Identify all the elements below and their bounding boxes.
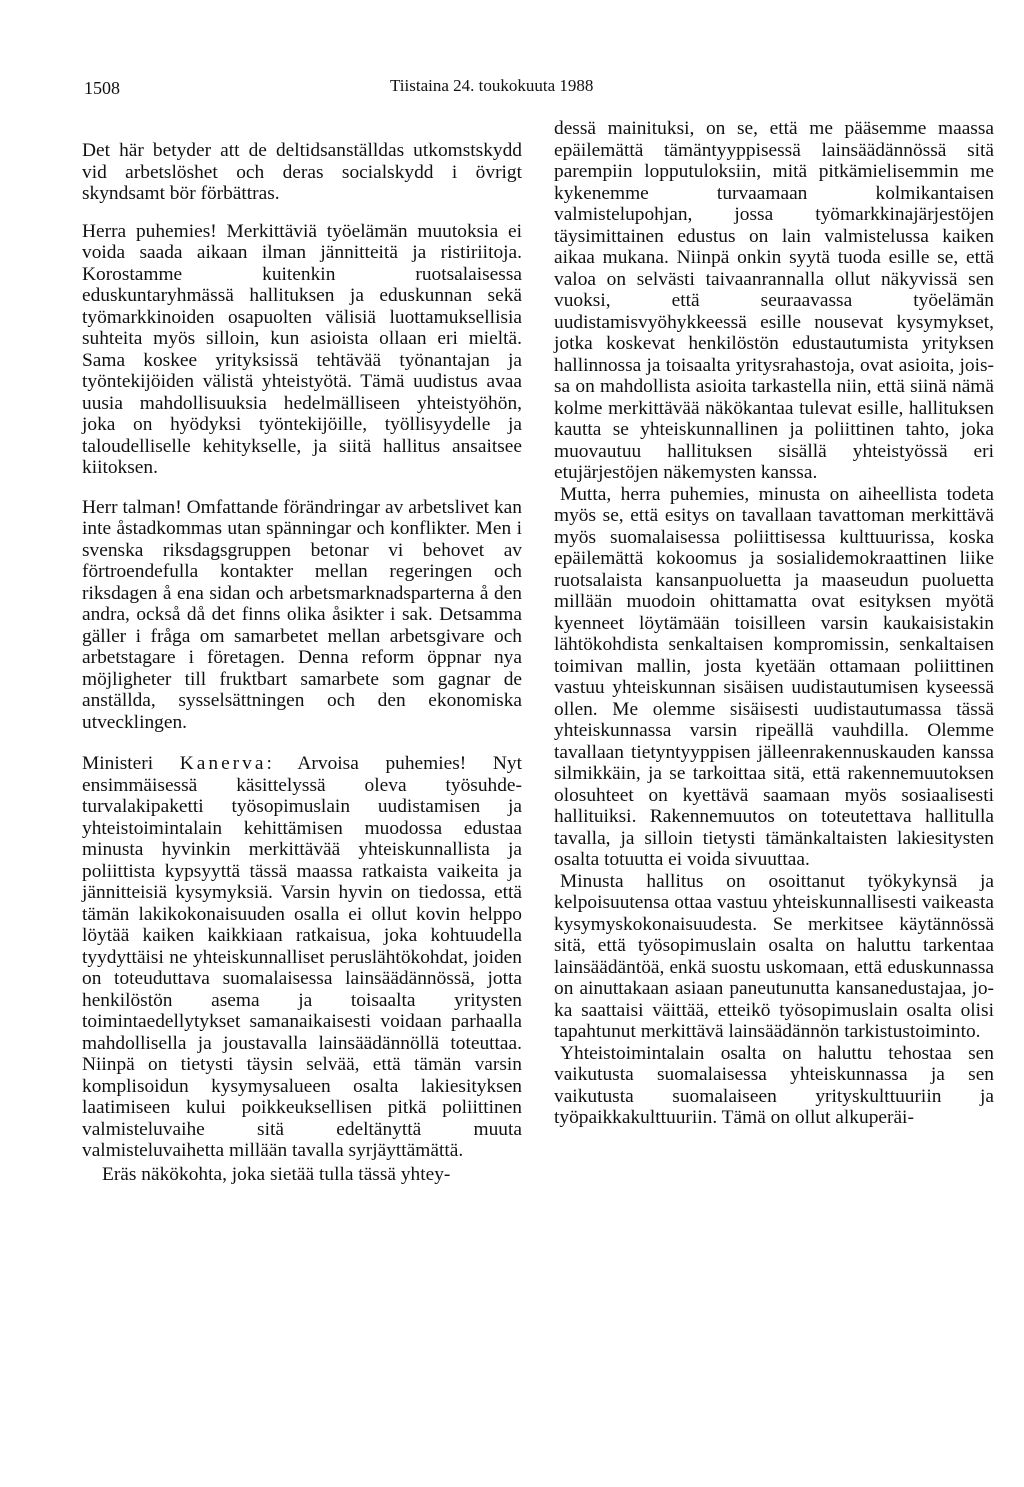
speech-text: : Arvoisa puhemies! Nyt ensimmäisessä käsittelyssä oleva työsuhdeturvalakipaketti työsopimuslain uudistamisen ja yhteistoimintalain kehittämisen muodossa edustaa minusta hyvinkin merkittävää yhteiskunnallista ja poliittista kypsyyttä tässä maassa ratkaista vaikeita ja jännitteisiä kysymyksiä. Varsin hyvin on tiedossa, että tämän lakikokonaisuuden osalla ei ollut kovin helppo löytää kaiken kaikkiaan ratkaisua, joka kohtuudella tyydyttäisi ne yhteiskunnalliset peruslähtökohdat, joiden on toteuduttava suomalaisessa lainsäädännössä, jotta henkilöstön asema ja toisaalta yritysten toimintaedellytykset samanaikaisesti voidaan parhaalla mahdollisella ja joustavalla lainsäädännöllä toteuttaa. Niinpä on tietysti täysin selvää, että tämän varsin komplisoidun kysymysalueen osalta lakiesityksen laatimiseen kului poikkeuksellisen pitkä poliittinen valmisteluvaihe sitä edeltänyttä muuta valmisteluvaihetta millään tavalla syrjäyttämättä. bbox=[82, 753, 522, 1161]
page-number: 1508 bbox=[84, 78, 120, 98]
paragraph: Eräs näkökohta, joka sietää tulla tässä yhtey- bbox=[102, 1163, 451, 1185]
paragraph: dessä mainituksi, on se, että me pääsemme maassa epäilemättä tämäntyyppisessä lainsäädännössä sitä parempiin lopputuloksiin, mitä pitkämielisemmin me kykenemme turvaamaan kolmikantaisen valmistelupohjan, jossa työmarkkinajärjestöjen täysimittainen edustus on lain valmistelussa kaiken aikaa mukana. Niinpä onkin syytä tuoda esille se, että valoa on selvästi taivaanrannalla ollut näkyvissä sen vuoksi, että seuraavassa työelämän uudistamisvyöhykkeessä esille nousevat kysymykset, jotka koskevat henkilöstön edustautumista yrityksen hallinnossa ja toisaalta yritysrahastoja, ovat asioita, joissa on mahdollista asioita tarkastella niin, että siinä nämä kolme merkittävää näkökantaa tulevat esille, hallituksen kautta se yhteiskunnallinen ja poliittinen tahto, joka muovautuu hallituksen sisällä yhteistyössä eri etujärjestöjen näkemysten kanssa. bbox=[554, 118, 994, 483]
paragraph: Minusta hallitus on osoittanut työkykynsä ja kelpoisuutensa ottaa vastuu yhteiskunnallisesti vaikeasta kysymyskokonaisuudesta. Se merkitsee käytännössä sitä, että työsopimuslain osalta on haluttu tarkentaa lainsäädäntöä, enkä suostu uskomaan, että eduskunnassa on ainuttakaan asiaan paneutunutta kansanedustajaa, joka saattaisi väittää, etteikö työsopimuslain osalta olisi tapahtunut merkittävä lainsäädännön tarkistustoiminto. bbox=[554, 870, 994, 1042]
right-column bbox=[554, 118, 994, 1129]
page-date: Tiistaina 24. toukokuuta 1988 bbox=[390, 76, 594, 95]
paragraph: Det här betyder att de deltidsanställdas utkomstskydd vid arbetslöshet och deras socialskydd i övrigt skyndsamt bör förbättras. bbox=[82, 140, 522, 204]
paragraph: Herr talman! Omfattande förändringar av arbetslivet kan inte åstadkommas utan spänningar och konflikter. Men i svenska riksdagsgruppen betonar vi behovet av förtroendefulla kontakter mellan regeringen och riksdagen å ena sidan och arbetsmarknadsparterna å den andra, också då det finns olika åsikter i sak. Detsamma gäller i fråga om samarbetet mellan arbetsgivare och arbetstagare i företagen. Denna reform öppnar nya möjligheter till fruktbart samarbete som gagnar de anställda, sysselsättningen och den ekonomiska utvecklingen. bbox=[82, 496, 522, 733]
page-header bbox=[84, 78, 944, 104]
paragraph: Yhteistoimintalain osalta on haluttu tehostaa sen vaikutusta suomalaisessa yhteiskunnassa ja sen vaikutusta suomalaiseen yrityskulttuuriin ja työpaikkakulttuuriin. Tämä on ollut alkuperäi- bbox=[554, 1042, 994, 1128]
paragraph: Mutta, herra puhemies, minusta on aiheellista todeta myös se, että esitys on tavallaan tavattoman merkittävä myös suomalaisessa poliittisessa kulttuurissa, koska epäilemättä kokoomus ja sosialidemokraattinen liike ruotsalaista kansanpuoluetta ja maaseudun puoluetta millään muodoin ohittamatta ovat esityksen myötä kyenneet löytämään toisilleen varsin kaukaisistakin lähtökohdista senkaltaisen kompromissin, senkaltaisen toimivan mallin, josta kyetään ottamaan poliittinen vastuu yhteiskunnan sisäisen uudistautumisen kyseessä ollen. Me olemme sisäisesti uudistautumassa tässä yhteiskunnassa varsin ripeällä vauhdilla. Olemme tavallaan tietyntyyppisen jälleenrakennuskauden kanssa silmikkäin, ja se tarkoittaa sitä, että rakennemuutoksen olosuhteet on kyettävä saamaan myös sosiaalisesti hallituiksi. Rakennemuutos on toteutettava hallitulla tavalla, ja silloin tietysti tämänkaltaisten lakiesitysten osalta totuutta ei voida sivuuttaa. bbox=[554, 483, 994, 870]
speaker-name: Kanerva bbox=[179, 753, 267, 774]
minister-speech bbox=[82, 753, 522, 1162]
speaker-title: Ministeri bbox=[82, 753, 180, 774]
left-column bbox=[82, 140, 522, 1185]
paragraph: Herra puhemies! Merkittäviä työelämän muutoksia ei voida saada aikaan ilman jännitteitä ja ristiriitoja. Korostamme kuitenkin ruotsalaisessa eduskuntaryhmässä hallituksen ja eduskunnan sekä työmarkkinoiden osapuolten välisiä luottamuksellisia suhteita myös silloin, kun asioista ollaan eri mieltä. Sama koskee yrityksissä tehtävää työnantajan ja työntekijöiden välistä yhteistyötä. Tämä uudistus avaa uusia mahdollisuuksia hedelmälliseen yhteistyöhön, joka on hyödyksi työntekijöille, työllisyydelle ja taloudelliselle kehitykselle, ja siitä hallitus ansaitsee kiitoksen. bbox=[82, 220, 522, 478]
